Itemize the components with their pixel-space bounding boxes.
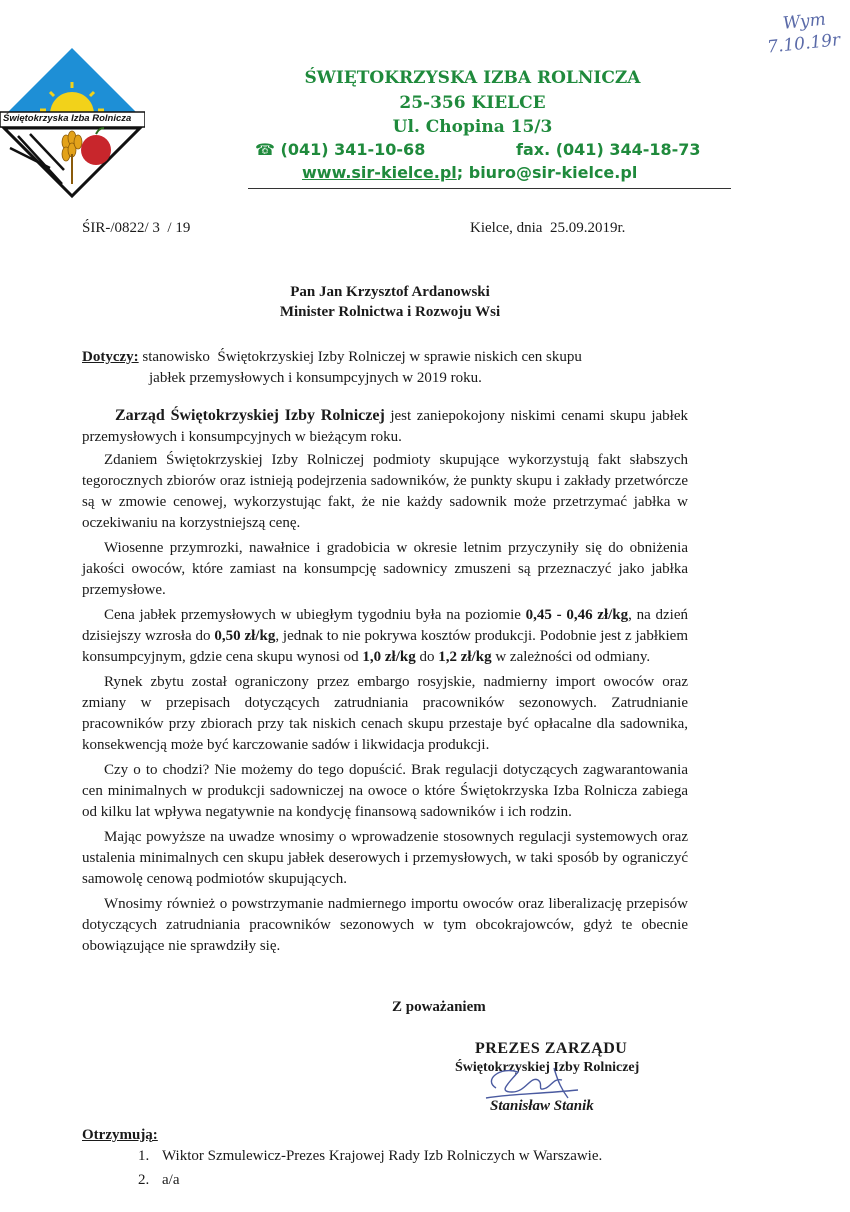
phone-line <box>255 140 425 159</box>
logo <box>0 44 145 199</box>
distribution-item <box>138 1168 602 1192</box>
subject-label: Dotyczy: <box>82 349 139 365</box>
org-street: Ul. Chopina 15/3 <box>392 117 553 137</box>
website-separator: ; <box>456 163 464 182</box>
email-link[interactable]: biuro@sir-kielce.pl <box>468 163 638 182</box>
handwritten-note-line1: Wym <box>781 9 827 34</box>
website-link[interactable]: www.sir-kielce.pl <box>302 163 457 182</box>
paragraph-2: Zdaniem Świętokrzyskiej Izby Rolniczej podmioty skupujące wykorzystują fakt słabszych tegorocznych zbiorów oraz istnieją podejrzenia sadowników, że punkty skupu i zakłady przetwórcze są w zmowie cenowej, wykorzystując fakt, że nie każdy sadownik może przetrzymać jabłka w oczekiwaniu na korzystniejszą cenę. <box>82 452 688 531</box>
price-consumer-max: 1,2 zł/kg <box>438 649 492 665</box>
telephone-icon: ☎ <box>255 140 275 159</box>
distribution-item-number: 1. <box>138 1148 150 1164</box>
handwritten-note-line2: 7.10.19r <box>766 30 842 58</box>
subject <box>82 347 722 389</box>
paragraph-1-rest: jest zaniepokojony niskimi cenami skupu jabłek przemysłowych i konsumpcyjnych w bieżącym roku. <box>82 408 688 445</box>
paragraph-6: Czy o to chodzi? Nie możemy do tego dopuścić. Brak regulacji dotyczących zagwarantowania cen minimalnych w produkcji sadowniczej na owoce o które Świętokrzyska Izba Rolnicza zabiega od kilku lat wpływa negatywnie na kondycję finansową sadowników i ich rodzin. <box>82 762 688 820</box>
reference-number: ŚIR-/0822/ 3 / 19 <box>82 220 191 236</box>
stamp-org: Świętokrzyskiej Izby Rolniczej <box>455 1060 640 1075</box>
price-consumer-min: 1,0 zł/kg <box>362 649 416 665</box>
p4-text-b: , na dzień dzisiejszy wzrosła do <box>82 607 688 644</box>
org-name: ŚWIĘTOKRZYSKA IZBA ROLNICZA <box>304 68 641 88</box>
fax-number: fax. (041) 344-18-73 <box>516 140 701 159</box>
recipient-title: Minister Rolnictwa i Rozwoju Wsi <box>279 304 501 320</box>
paragraph-1-bold: Zarząd Świętokrzyskiej Izby Rolniczej <box>115 407 385 424</box>
p4-text-c: , jednak to nie pokrywa kosztów produkcji. Podobnie jest z jabłkiem konsumpcyjnym, gdzie cena skupu wynosi od <box>82 628 688 665</box>
distribution-item-number: 2. <box>138 1172 150 1188</box>
price-industrial-last-week: 0,45 - 0,46 zł/kg <box>525 607 629 623</box>
distribution-item <box>138 1144 602 1168</box>
p4-text-e: w zależności od odmiany. <box>491 649 651 665</box>
letter-body <box>82 405 688 961</box>
distribution-item-text: a/a <box>162 1172 180 1188</box>
subject-line2: jabłek przemysłowych i konsumpcyjnych w 2019 roku. <box>149 370 482 386</box>
distribution-item-text: Wiktor Szmulewicz-Prezes Krajowej Rady Izb Rolniczych w Warszawie. <box>162 1148 603 1164</box>
header-divider <box>248 188 731 189</box>
phone-number: (041) 341-10-68 <box>280 140 426 159</box>
handwritten-note <box>766 7 842 58</box>
stamp-title: PREZES ZARZĄDU <box>475 1040 628 1057</box>
p4-text-d: do <box>415 649 439 665</box>
paragraph-3: Wiosenne przymrozki, nawałnice i gradobicia w okresie letnim przyczyniły się do obniżenia jakości owoców, które zamiast na konsumpcję sadownicy zmuszeni są przeznaczyć jako jabłka przemysłowe. <box>82 540 688 598</box>
distribution-list <box>138 1144 602 1192</box>
org-postal: 25-356 KIELCE <box>399 93 546 113</box>
paragraph-1 <box>82 405 688 448</box>
place-date: Kielce, dnia 25.09.2019r. <box>470 220 626 236</box>
logo-band-text: Świętokrzyska Izba Rolnicza <box>3 113 132 124</box>
p4-text-a: Cena jabłek przemysłowych w ubiegłym tygodniu była na poziomie <box>104 607 526 623</box>
closing-salutation: Z poważaniem <box>392 999 486 1015</box>
paragraph-8: Wnosimy również o powstrzymanie nadmiernego importu owoców oraz liberalizację przepisów dotyczących zatrudniania pracowników sezonowych w tym obcokrajowców, gdyż te obecnie obowiązujące nie sprawdziły się. <box>82 896 688 954</box>
stamp-name: Stanisław Stanik <box>490 1098 594 1114</box>
subject-line1: stanowisko Świętokrzyskiej Izby Rolniczej w sprawie niskich cen skupu <box>138 349 582 365</box>
price-industrial-today: 0,50 zł/kg <box>214 628 276 644</box>
recipient-name: Pan Jan Krzysztof Ardanowski <box>290 284 490 300</box>
distribution-label: Otrzymują: <box>82 1127 158 1143</box>
paragraph-7: Mając powyższe na uwadze wnosimy o wprowadzenie stosownych regulacji systemowych oraz ustalenia minimalnych cen skupu jabłek deserowych i przemysłowych, w taki sposób by ograniczyć samowolę cenową podmiotów skupujących. <box>82 829 688 887</box>
paragraph-5: Rynek zbytu został ograniczony przez embargo rosyjskie, nadmierny import owoców oraz zmiany w przepisach dotyczących zatrudniania pracowników sezonowych. Zatrudnianie pracowników przy zbiorach przy tak niskich cenach skupu przestaje być opłacalne dla sadownika, konsekwencją może być karczowanie sadów i likwidacja produkcji. <box>82 674 688 753</box>
paragraph-4 <box>82 605 688 668</box>
contact-web-line <box>302 163 637 182</box>
